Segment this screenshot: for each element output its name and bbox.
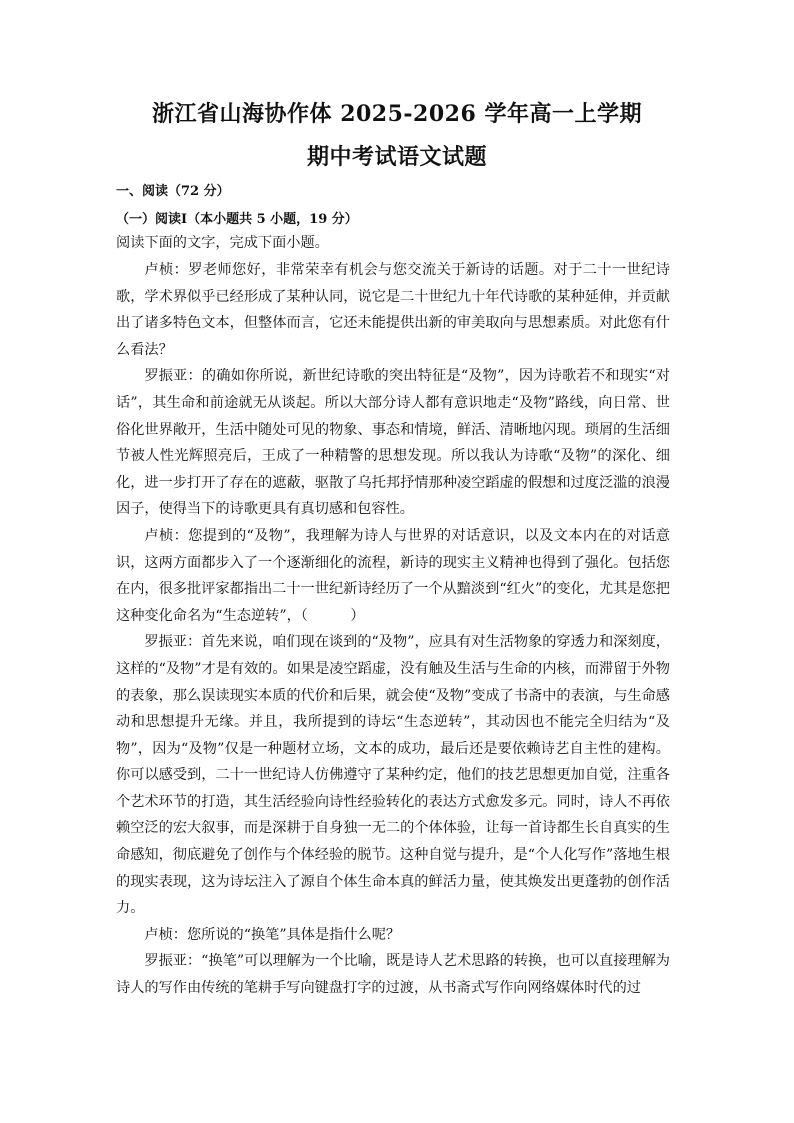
paragraph: 罗振亚：首先来说，咱们现在谈到的“及物”，应具有对生活物象的穿透力和深刻度，这样的“及物”才是有效的。如果是凌空蹈虚，没有触及生活与生命的内核，而滞留于外物的表象，那么误读现实本质的代价和后果，就会使“及物”变成了书斋中的表演，与生命感动和思想提升无缘。并且，我所提到的诗坛“生态逆转”，其动因也不能完全归结为“及物”，因为“及物”仅是一种题材立场，文本的成功，最后还是要依赖诗艺自主性的建构。你可以感受到，二十一世纪诗人仿佛遵守了某种约定，他们的技艺思想更加自觉，注重各个艺术环节的打造，其生活经验向诗性经验转化的表达方式愈发多元。同时，诗人不再依赖空泛的宏大叙事，而是深耕于自身独一无二的个体体验，让每一首诗都生长自真实的生命感知，彻底避免了创作与个体经验的脱节。这种自觉与提升，是“个人化写作”落地生根的现实表现，这为诗坛注入了源自个体生命本真的鲜活力量，使其焕发出更蓬勃的创作活力。 xyxy=(116,634,670,917)
document-subtitle: 期中考试语文试题 xyxy=(306,144,487,170)
paragraph: 卢桢：您提到的“及物”，我理解为诗人与世界的对话意识，以及文本内在的对话意识，这两方面都步入了一个逐渐细化的流程，新诗的现实主义精神也得到了强化。包括您在内，很多批评家都指出二十一世纪新诗经历了一个从黯淡到“红火”的变化，尤其是您把这种变化命名为“生态逆转”，（ ） xyxy=(116,527,670,624)
subsection-heading: （一）阅读Ⅰ（本小题共 5 小题，19 分） xyxy=(116,212,358,227)
instruction-text: 阅读下面的文字，完成下面小题。 xyxy=(116,235,329,251)
section-heading: 一、阅读（72 分） xyxy=(116,184,230,199)
paragraph: 罗振亚：“换笔”可以理解为一个比喻，既是诗人艺术思路的转换，也可以直接理解为诗人的写作由传统的笔耕手写向键盘打字的过渡，从书斋式写作向网络媒体时代的过 xyxy=(116,953,670,997)
paragraph: 卢桢：罗老师您好，非常荣幸有机会与您交流关于新诗的话题。对于二十一世纪诗歌，学术界似乎已经形成了某种认同，说它是二十世纪九十年代诗歌的某种延伸，并贡献出了诸多特色文本，但整体而言，它还未能提供出新的审美取向与思想素质。对此您有什么看法？ xyxy=(116,262,670,358)
paragraph: 罗振亚：的确如你所说，新世纪诗歌的突出特征是“及物”，因为诗歌若不和现实“对话”，其生命和前途就无从谈起。所以大部分诗人都有意识地走“及物”路线，向日常、世俗化世界敞开，生活中随处可见的物象、事态和情境，鲜活、清晰地闪现。琐屑的生活细节被人性光辉照亮后，王成了一种精警的思想发现。所以我认为诗歌“及物”的深化、细化，进一步打开了存在的遮蔽，驱散了乌托邦抒情那种凌空蹈虚的假想和过度泛滥的浪漫因子，使得当下的诗歌更具有真切感和包容性。 xyxy=(116,368,670,518)
document-title: 浙江省山海协作体 2025-2026 学年高一上学期 xyxy=(152,101,642,127)
passage-body xyxy=(116,257,670,1002)
paragraph: 卢桢：您所说的“换笔”具体是指什么呢？ xyxy=(144,926,401,943)
